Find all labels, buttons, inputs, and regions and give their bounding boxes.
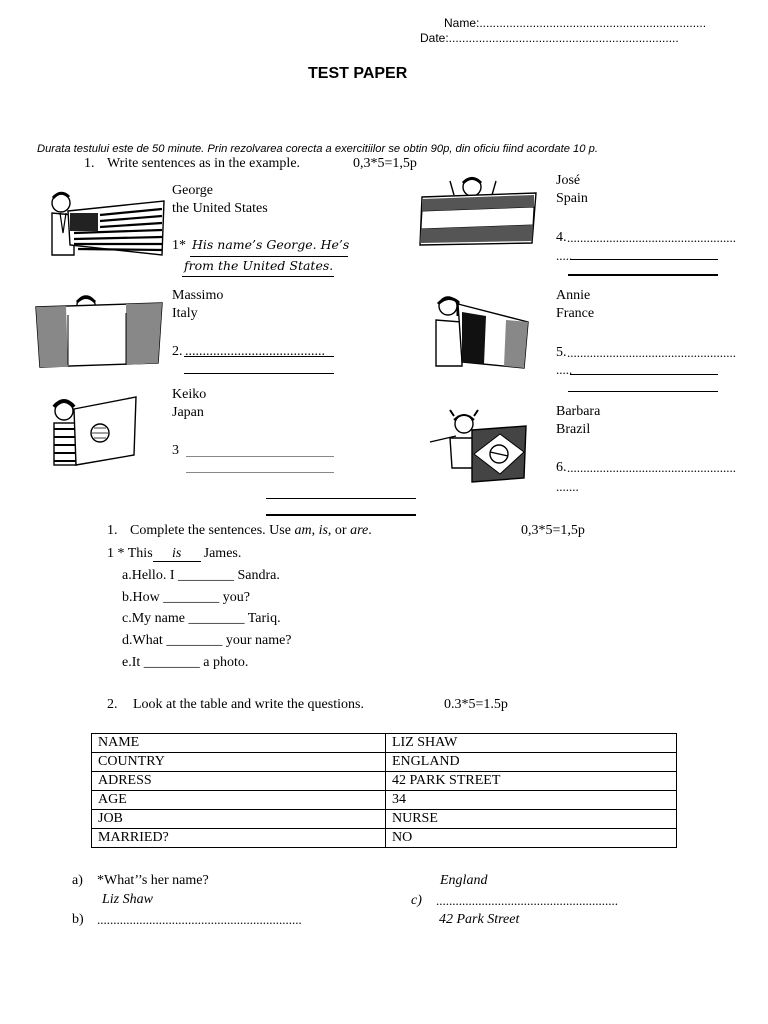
answer-label-c: c) — [411, 893, 422, 908]
answer-underline-5a — [570, 374, 718, 375]
person-country-jose: Spain — [556, 191, 588, 206]
table-cell-label: NAME — [92, 734, 386, 753]
table-cell-value: NO — [386, 829, 677, 848]
exercise1-instruction: Write sentences as in the example. — [107, 156, 301, 171]
answer-underline-5b — [568, 391, 718, 392]
exercise2-instruction: Complete the sentences. Use am, is, or are. — [130, 523, 372, 538]
exercise1-points: 0,3*5=1,5p — [353, 156, 417, 171]
answer-england: England — [440, 873, 488, 888]
person-name-jose: José — [556, 173, 581, 188]
person-country-annie: France — [556, 306, 595, 321]
example-answer-line1: His name’s George. He’s — [192, 237, 350, 252]
annie-france-flag-illustration — [428, 292, 532, 372]
person-country-george: the United States — [172, 201, 268, 216]
person-country-barbara: Brazil — [556, 422, 591, 437]
keiko-japan-flag-illustration — [50, 393, 140, 469]
exercise2-item-b: b.How ________ you? — [122, 590, 250, 605]
answer-dots-4b: ..... — [556, 248, 573, 263]
example-answer-line2: from the United States. — [184, 258, 334, 273]
table-cell-label: COUNTRY — [92, 753, 386, 772]
exercise2-item-c: c.My name ________ Tariq. — [122, 611, 281, 626]
massimo-italy-flag-illustration — [34, 293, 166, 373]
table-cell-value: NURSE — [386, 810, 677, 829]
test-instructions: Durata testului este de 50 minute. Prin rezolvarea corecta a exercitiilor se obtin 90p, din oficiu fiind acordate 10 p. — [37, 143, 598, 155]
answer-underline-3a — [186, 456, 334, 457]
answer-park-street: 42 Park Street — [439, 912, 520, 927]
table-cell-value: LIZ SHAW — [386, 734, 677, 753]
name-field: Name:.................................................................... — [444, 16, 707, 30]
table-cell-value: 34 — [386, 791, 677, 810]
person-country-massimo: Italy — [172, 306, 198, 321]
answer-dots-6: .................................................... — [567, 460, 736, 475]
answer-underline-2b — [184, 373, 334, 374]
answer-dots-b: ............................................................... — [97, 912, 302, 927]
answer-number-6: 6. — [556, 460, 567, 475]
answer-number-1: 1* — [172, 238, 186, 253]
answer-underline-3b — [186, 472, 334, 473]
answer-dots-2: ........................................ — [185, 344, 325, 359]
answer-number-4: 4. — [556, 230, 567, 245]
answer-liz-shaw: Liz Shaw — [102, 892, 153, 907]
exercise3-number: 2. — [107, 697, 118, 712]
person-name-george: George — [172, 183, 213, 198]
exercise2-points: 0,3*5=1,5p — [521, 523, 585, 538]
answer-dots-c: ........................................................ — [436, 893, 618, 908]
exercise1-number: 1. — [84, 156, 95, 171]
barbara-brazil-flag-illustration — [428, 408, 534, 484]
answer-question-a: *What’’s her name? — [97, 873, 209, 888]
example-answer-underline1 — [190, 256, 348, 257]
table-cell-label: JOB — [92, 810, 386, 829]
answer-number-2: 2. — [172, 344, 183, 359]
answer-label-b: b) — [72, 912, 84, 927]
answer-number-3: 3 — [172, 443, 179, 458]
exercise2-item-e: e.It ________ a photo. — [122, 655, 249, 670]
answer-number-5: 5. — [556, 345, 567, 360]
answer-underline-2a — [184, 356, 334, 357]
person-country-keiko: Japan — [172, 405, 204, 420]
answer-underline-4a — [570, 259, 718, 260]
exercise3-points: 0.3*5=1.5p — [444, 697, 508, 712]
exercise2-example: 1 * This is James. — [107, 546, 242, 561]
page-title: TEST PAPER — [308, 65, 408, 82]
exercise2-item-a: a.Hello. I ________ Sandra. — [122, 568, 280, 583]
table-row — [92, 753, 677, 772]
answer-underline-center-b — [266, 514, 416, 516]
table-row — [92, 772, 677, 791]
answer-underline-center-a — [266, 498, 416, 499]
table-row — [92, 734, 677, 753]
answer-underline-4b — [568, 274, 718, 276]
jose-spain-flag-illustration — [416, 173, 544, 257]
answer-dots-5: .................................................... — [567, 345, 736, 360]
table-cell-value: ENGLAND — [386, 753, 677, 772]
date-field: Date:..................................................................... — [420, 31, 679, 45]
answer-dots-5b: ..... — [556, 362, 573, 377]
answer-dots-6b: ....... — [556, 479, 579, 494]
exercise2-item-d: d.What ________ your name? — [122, 633, 292, 648]
exercise3-instruction: Look at the table and write the questions. — [133, 697, 364, 712]
table-row — [92, 810, 677, 829]
table-cell-value: 42 PARK STREET — [386, 772, 677, 791]
table-cell-label: ADRESS — [92, 772, 386, 791]
personal-info-table — [91, 733, 677, 848]
answer-label-a: a) — [72, 873, 83, 888]
example-answer-underline2 — [182, 276, 334, 277]
table-cell-label: MARRIED? — [92, 829, 386, 848]
person-name-keiko: Keiko — [172, 387, 207, 402]
george-us-flag-illustration — [44, 185, 170, 263]
table-cell-label: AGE — [92, 791, 386, 810]
person-name-barbara: Barbara — [556, 404, 601, 419]
answer-dots-4: .................................................... — [567, 230, 736, 245]
person-name-annie: Annie — [556, 288, 591, 303]
table-row — [92, 829, 677, 848]
table-row — [92, 791, 677, 810]
exercise2-number: 1. — [107, 523, 118, 538]
person-name-massimo: Massimo — [172, 288, 224, 303]
